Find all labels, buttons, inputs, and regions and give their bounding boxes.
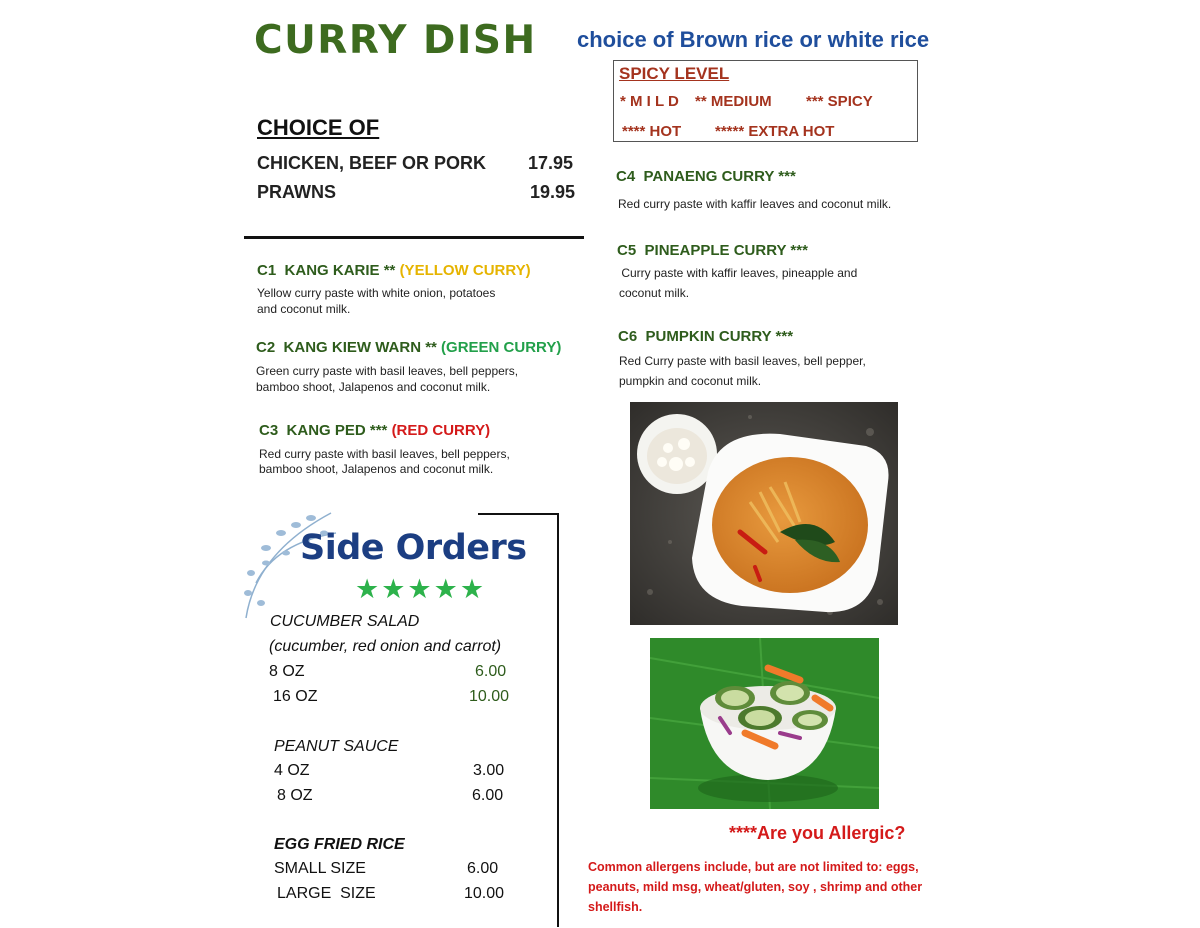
menu-title: CURRY DISH (254, 18, 537, 63)
curry-name: PINEAPPLE CURRY *** (644, 242, 808, 259)
curry-name: KANG KIEW WARN ** (283, 339, 437, 356)
cucumber-salad-title: CUCUMBER SALAD (270, 613, 420, 630)
side-price: 6.00 (467, 860, 499, 877)
side-price: 10.00 (469, 688, 510, 705)
spicy-level-title: SPICY LEVEL (619, 64, 730, 83)
curry-item-c4 (616, 168, 796, 185)
side-size: 4 OZ (274, 762, 310, 779)
side-price: 3.00 (473, 762, 505, 779)
curry-desc: Red curry paste with basil leaves, bell peppers, (259, 447, 510, 461)
curry-code: C3 (259, 422, 279, 439)
curry-name: KANG KARIE ** (284, 262, 396, 279)
curry-desc: coconut milk. (619, 286, 690, 300)
side-price: 6.00 (475, 663, 507, 680)
cucumber-salad-photo (650, 638, 879, 809)
curry-code: C6 (618, 328, 638, 345)
curry-code: C1 (257, 262, 277, 279)
protein-option-name: CHICKEN, BEEF OR PORK (257, 153, 487, 173)
allergy-notice: Common allergens include, but are not limited to: eggs, peanuts, mild msg, wheat/gluten, soy , shrimp and other shellfish. (588, 860, 923, 914)
curry-name: PUMPKIN CURRY *** (645, 328, 794, 345)
side-size: LARGE SIZE (277, 885, 376, 902)
spicy-level-mild: * M I L D (620, 93, 679, 110)
curry-desc: bamboo shoot, Jalapenos and coconut milk. (259, 462, 494, 476)
curry-item-c3 (259, 422, 490, 439)
curry-desc: pumpkin and coconut milk. (619, 374, 762, 388)
side-price: 10.00 (464, 885, 505, 902)
side-price: 6.00 (472, 787, 504, 804)
curry-item-c6 (618, 328, 793, 345)
curry-item-c2 (256, 339, 561, 356)
side-orders-border-right (557, 513, 559, 927)
protein-option-price: 19.95 (530, 182, 576, 202)
curry-code: C4 (616, 168, 636, 185)
protein-option-name: PRAWNS (257, 182, 337, 202)
curry-code: C2 (256, 339, 276, 356)
curry-tag-red: (RED CURRY) (391, 422, 491, 439)
side-size: 8 OZ (277, 787, 313, 804)
spicy-level-hot: **** HOT (622, 123, 682, 140)
curry-desc: Red Curry paste with basil leaves, bell pepper, (619, 354, 866, 368)
curry-desc: Curry paste with kaffir leaves, pineapple and (618, 266, 858, 280)
protein-option-price: 17.95 (528, 153, 574, 173)
curry-photo (630, 402, 898, 625)
side-size: SMALL SIZE (274, 860, 366, 877)
curry-desc: Yellow curry paste with white onion, potatoes (257, 286, 496, 300)
spicy-level-extra-hot: ***** EXTRA HOT (715, 123, 835, 140)
curry-code: C5 (617, 242, 637, 259)
spicy-level-medium: ** MEDIUM (695, 93, 772, 110)
curry-name: KANG PED *** (286, 422, 388, 439)
side-orders-border-top (478, 513, 559, 515)
section-divider (244, 236, 584, 239)
side-orders-title: Side Orders (300, 528, 527, 568)
curry-tag-green: (GREEN CURRY) (441, 339, 562, 356)
curry-desc: Green curry paste with basil leaves, bell peppers, (256, 364, 519, 378)
side-size: 16 OZ (273, 688, 318, 705)
choice-of-title: CHOICE OF (257, 115, 380, 140)
curry-item-c1 (257, 262, 531, 279)
spicy-level-spicy: *** SPICY (806, 93, 873, 110)
peanut-sauce-title: PEANUT SAUCE (274, 738, 399, 755)
curry-desc: and coconut milk. (257, 302, 351, 316)
curry-desc: bamboo shoot, Jalapenos and coconut milk. (256, 380, 491, 394)
curry-tag-yellow: (YELLOW CURRY) (399, 262, 531, 279)
cucumber-salad-subtitle: (cucumber, red onion and carrot) (269, 638, 502, 655)
curry-name: PANAENG CURRY *** (643, 168, 796, 185)
egg-fried-rice-title: EGG FRIED RICE (274, 836, 405, 853)
rating-stars-icon: ★★★★★ (355, 574, 487, 604)
curry-item-c5 (617, 242, 808, 259)
curry-desc: Red curry paste with kaffir leaves and coconut milk. (618, 197, 892, 211)
side-size: 8 OZ (269, 663, 305, 680)
rice-choice-subtitle: choice of Brown rice or white rice (577, 27, 930, 52)
allergy-title: ****Are you Allergic? (729, 823, 906, 843)
